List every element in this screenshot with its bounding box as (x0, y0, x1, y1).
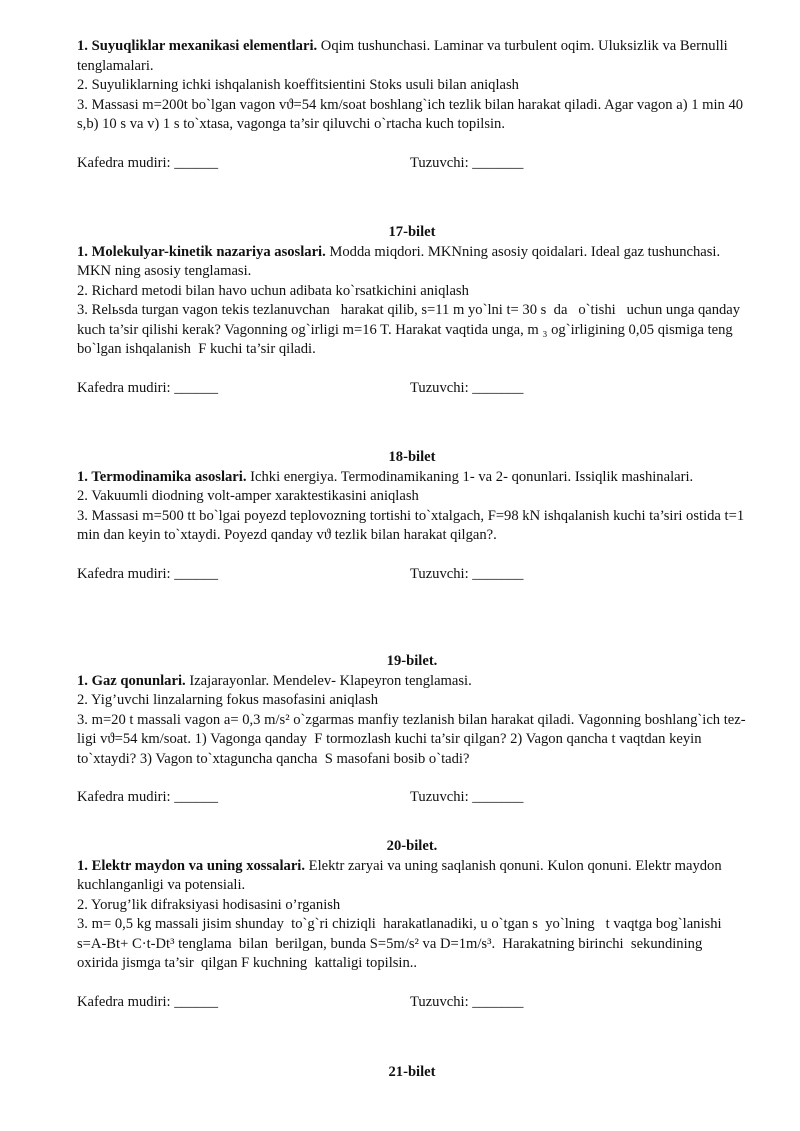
tuzuvchi: Tuzuvchi: _______ (410, 154, 524, 171)
question-1-topic: 1. Termodinamika asoslari. (77, 468, 247, 485)
question-1-topic: 1. Elektr maydon va uning xossalari. (77, 857, 305, 874)
ticket-19 (77, 652, 747, 808)
tuzuvchi: Tuzuvchi: _______ (410, 789, 524, 805)
question-1-topic: 1. Gaz qonunlari. (77, 672, 186, 689)
kafedra-mudiri: Kafedra mudiri: ______ (77, 565, 219, 582)
ticket-17 (77, 223, 747, 398)
kafedra-mudiri: Kafedra mudiri: ______ (77, 154, 219, 171)
question-2: 2. Yorug’lik difraksiyasi hodisasini o’rganish (77, 896, 341, 913)
ticket-20 (77, 837, 747, 1012)
question-3: 3. m= 0,5 kg massali jisim shunday to`g`ri chiziqli harakatlanadiki, u o`tgan s yo`lning t vaqtga bog`lanishi s=A-Bt+ C·t-Dt³ tenglama bilan berilgan, bunda S=5m/s² va D=1m/s³. Harakatning birinchi sekundining oxirida jismga ta’sir qilgan F kuchning kattaligi topilsin.. (77, 916, 733, 971)
ticket-title: 17-bilet (388, 224, 436, 240)
tuzuvchi: Tuzuvchi: _______ (410, 565, 524, 582)
kafedra-mudiri: Kafedra mudiri: ______ (77, 789, 219, 805)
question-3: 3. Massasi m=200t bo`lgan vagon vϑ=54 km/soat boshlang`ich tezlik bilan harakat qiladi. Agar vagon a) 1 min 40 s,b) 10 s va v) 1 s to`xtasa, vagonga ta’sir qiluvchi o`rtacha kuch topilsin. (77, 96, 747, 132)
signature-row (77, 788, 747, 808)
ticket-16 (77, 37, 747, 173)
question-3: 3. m=20 t massali vagon a= 0,3 m/s² o`zgarmas manfiy tezlanish bilan harakat qiladi. Vagonning boshlang`ich tez-ligi vϑ=54 km/soat. 1) Vagonga qanday F tormozlash kuchi ta’sir qilgan? 2) Vagon qancha t vaqtdan keyin to`xtaydi? 3) Vagon to`xtaguncha qancha S masofani bosib o`tadi? (77, 711, 746, 767)
signature-row (77, 154, 747, 174)
question-1-details: Ichki energiya. Termodinamikaning 1- va 2- qonunlari. Issiqlik mashinalari. (246, 468, 694, 485)
question-1 (77, 468, 747, 488)
question-1 (77, 857, 747, 896)
question-1-topic: 1. Suyuqliklar mexanikasi elementlari. (77, 38, 318, 54)
question-1 (77, 672, 747, 692)
question-1-details: Izajarayonlar. Mendelev- Klapeyron tenglamasi. (185, 672, 472, 689)
ticket-21-title: 21-bilet (388, 1064, 436, 1080)
kafedra-mudiri: Kafedra mudiri: ______ (77, 379, 219, 396)
ticket-18 (77, 448, 747, 584)
question-1-details: Elektr zaryai va uning saqlanish qonuni. Kulon qonuni. Elektr maydon kuchlanganligi va potensiali. (77, 857, 726, 893)
question-1-details: Oqim tushunchasi. Laminar va turbulent oqim. Uluksizlik va Bernulli tenglamalari. (77, 38, 732, 74)
question-1 (77, 37, 747, 76)
question-2: 2. Richard metodi bilan havo uchun adibata ko`rsatkichini aniqlash (77, 282, 469, 299)
tuzuvchi: Tuzuvchi: _______ (410, 379, 524, 396)
question-1-topic: 1. Molekulyar-kinetik nazariya asoslari. (77, 243, 326, 260)
ticket-title: 20-bilet. (386, 838, 438, 854)
ticket-title: 18-bilet (388, 449, 436, 465)
ticket-title: 19-bilet. (386, 653, 438, 669)
question-3: 3. Relьsda turgan vagon tekis tezlanuvchan harakat qilib, s=11 m yo`lni t= 30 s da o`tishi uchun unga qanday kuch ta’sir qilishi kerak? Vagonning og`irligi m=16 T. Harakat vaqtida unga, m ₃ og`irligining 0,05 qismiga teng bo`lgan ishqalanish F kuchi ta’sir qiladi. (77, 302, 748, 357)
question-3: 3. Massasi m=500 tt bo`lgai poyezd teplovozning tortishi to`xtalgach, F=98 kN ishqalanish kuchi ta’siri ostida t=1 min dan keyin to`xtaydi. Poyezd qanday vϑ tezlik bilan harakat qilgan?. (77, 507, 748, 543)
signature-row (77, 993, 747, 1013)
tuzuvchi: Tuzuvchi: _______ (410, 993, 524, 1010)
question-2: 2. Vakuumli diodning volt-amper xaraktestikasini aniqlash (77, 488, 419, 504)
signature-row (77, 379, 747, 399)
signature-row (77, 565, 747, 585)
question-2: 2. Yig’uvchi linzalarning fokus masofasini aniqlash (77, 692, 379, 708)
question-2: 2. Suyuliklarning ichki ishqalanish koeffitsientini Stoks usuli bilan aniqlash (77, 77, 519, 93)
question-1 (77, 243, 747, 282)
question-1-details: Modda miqdori. MKNning asosiy qoidalari. Ideal gaz tushunchasi. MKN ning asosiy tenglamasi. (77, 243, 724, 279)
kafedra-mudiri: Kafedra mudiri: ______ (77, 993, 219, 1010)
